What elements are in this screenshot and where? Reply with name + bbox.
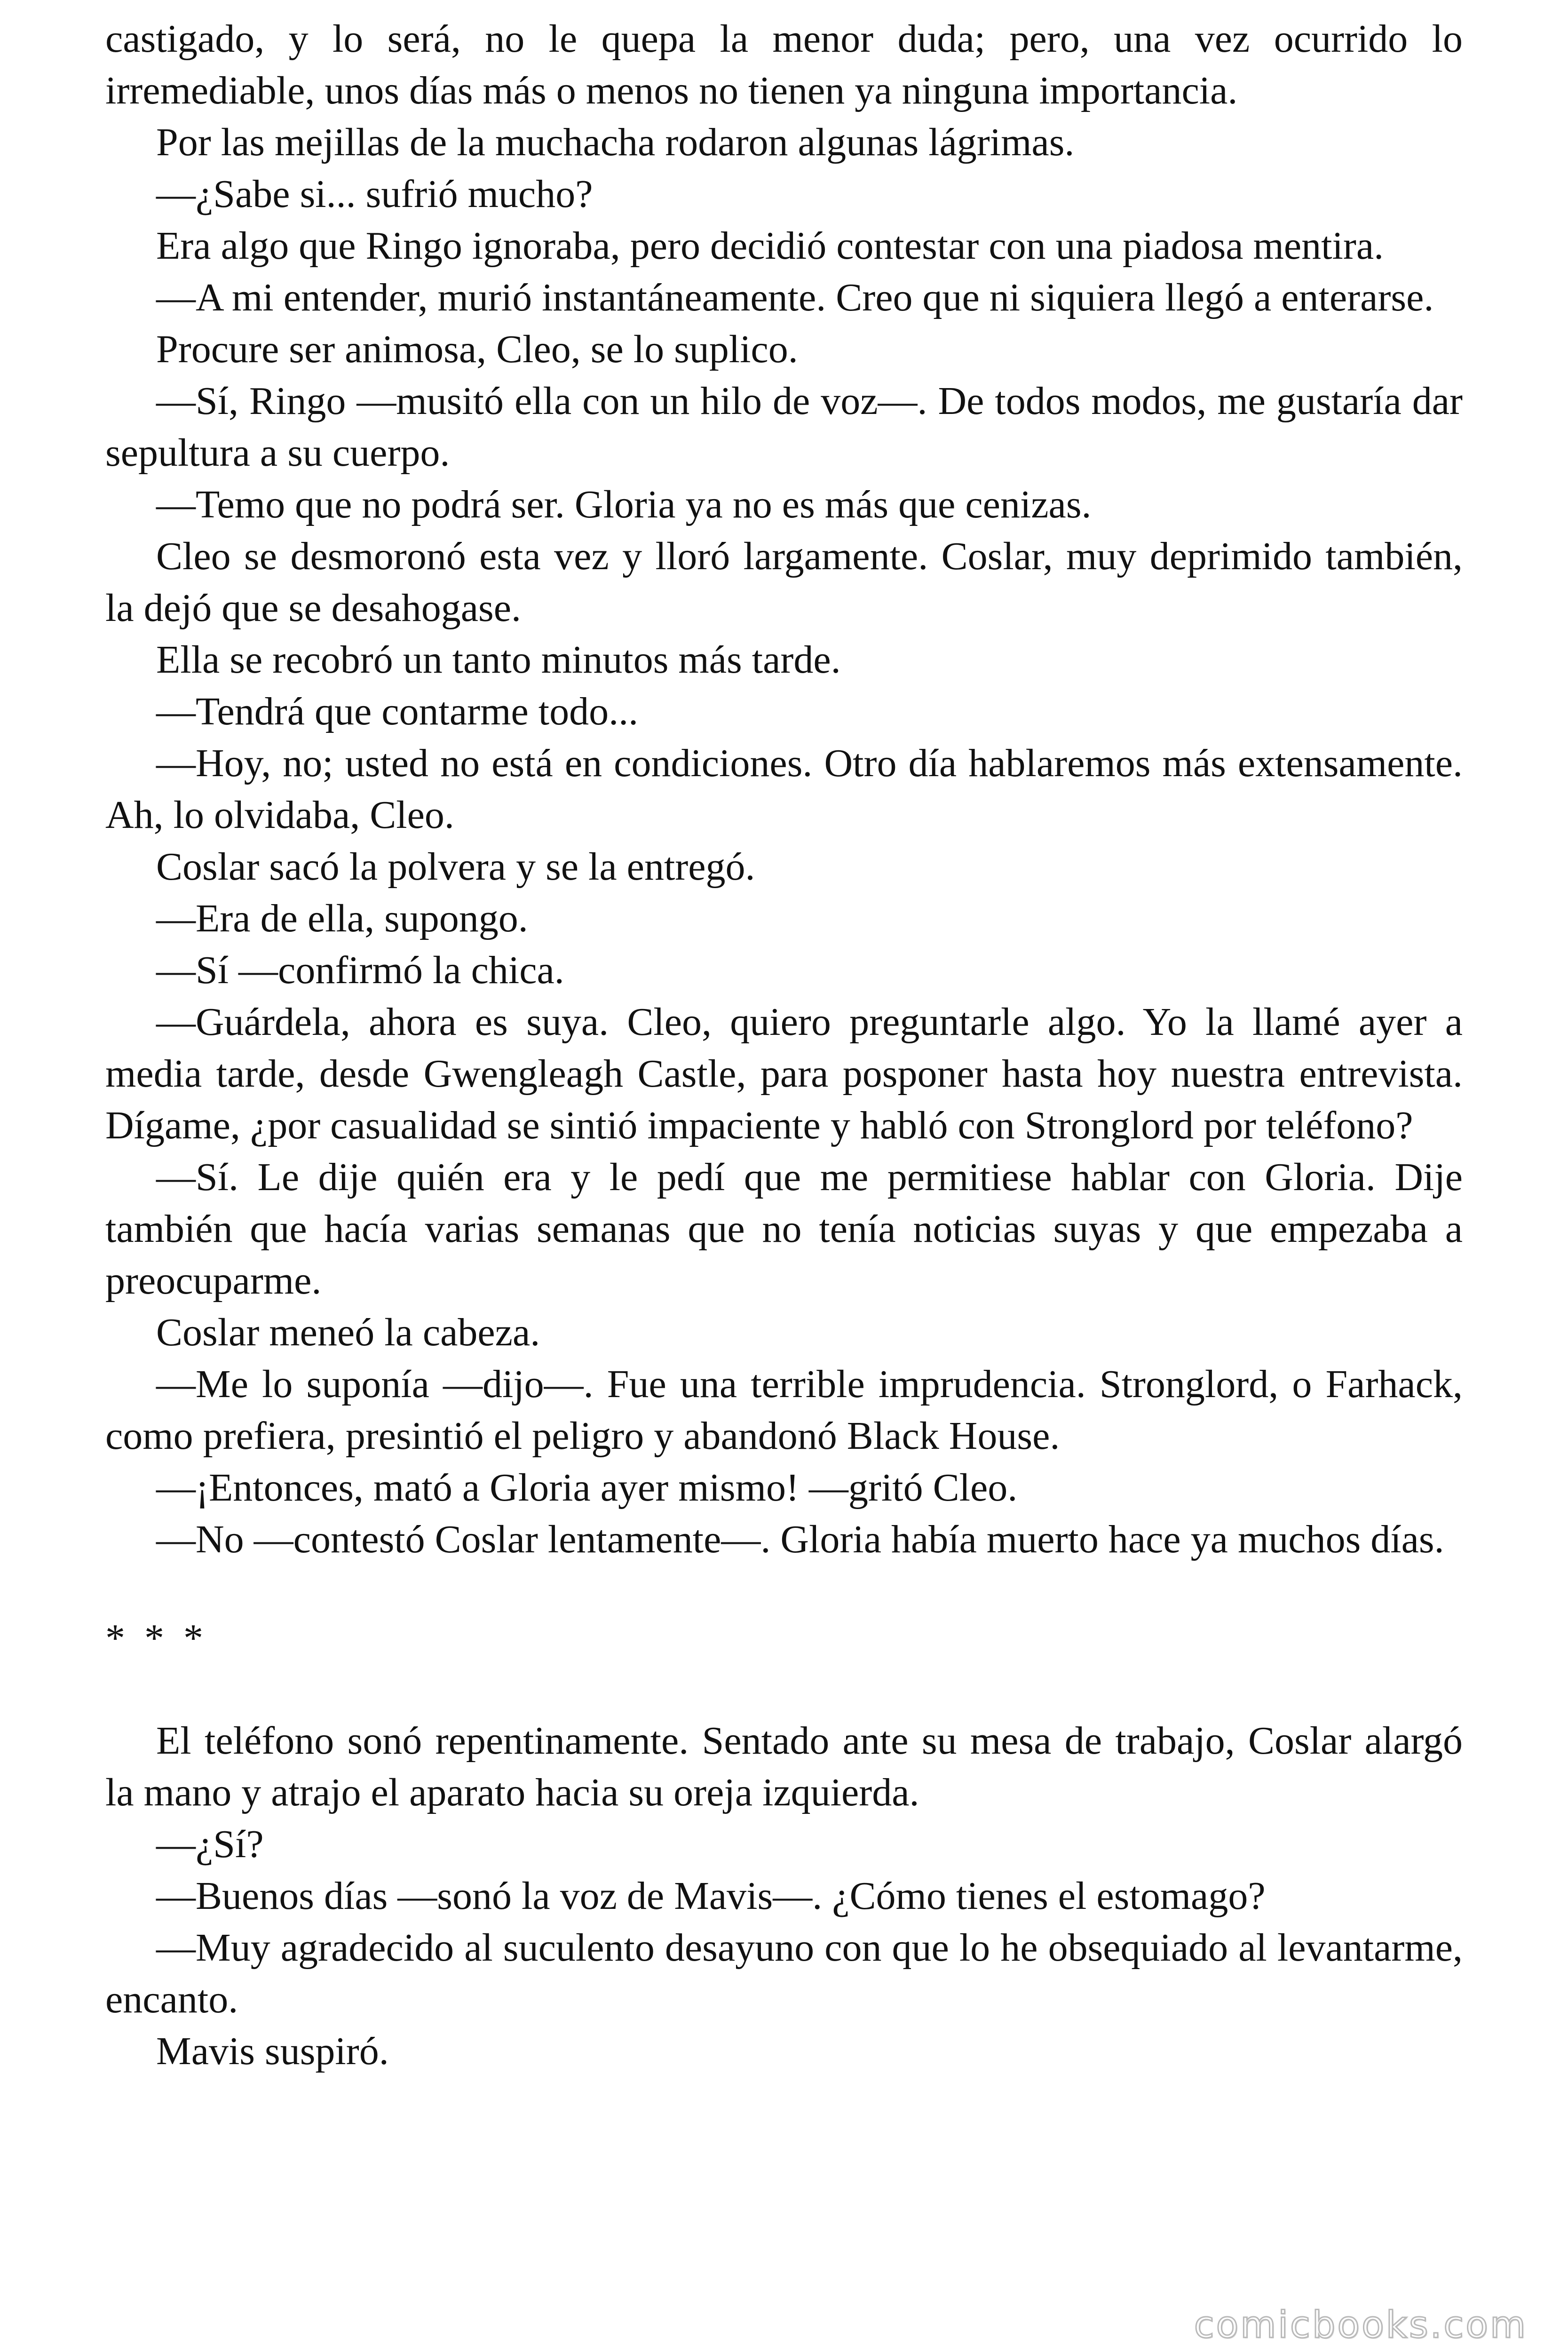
paragraph: —Temo que no podrá ser. Gloria ya no es más que cenizas. [156,483,1092,526]
paragraph: —Sí. Le dije quién era y le pedí que me permitiese hablar con Gloria. Dije también que hacía varias semanas que no tenía noticias suyas y que empezaba a preocuparme. [105,1155,1463,1303]
page-text [105,13,1463,2077]
paragraph: El teléfono sonó repentinamente. Sentado ante su mesa de trabajo, Coslar alargó la mano y atrajo el aparato hacia su oreja izquierda. [105,1719,1463,1814]
text-section-before-break [105,13,1463,1565]
paragraph: Por las mejillas de la muchacha rodaron algunas lágrimas. [156,120,1075,164]
paragraph: —No —contestó Coslar lentamente—. Gloria había muerto hace ya muchos días. [156,1518,1444,1561]
paragraph: —Tendrá que contarme todo... [156,690,639,733]
paragraph: —Muy agradecido al suculento desayuno con que lo he obsequiado al levantarme, encanto. [105,1926,1463,2021]
paragraph: —A mi entender, murió instantáneamente. Creo que ni siquiera llegó a enterarse. [156,276,1434,319]
paragraph: —Me lo suponía —dijo—. Fue una terrible imprudencia. Stronglord, o Farhack, como prefiera, presintió el peligro y abandonó Black House. [105,1362,1463,1458]
scene-break-separator: * * * [105,1616,208,1660]
paragraph: —Sí —confirmó la chica. [156,948,564,992]
paragraph: Era algo que Ringo ignoraba, pero decidió contestar con una piadosa mentira. [156,224,1384,268]
paragraph: Ella se recobró un tanto minutos más tarde. [156,638,841,682]
paragraph: —Hoy, no; usted no está en condiciones. Otro día hablaremos más extensamente. Ah, lo olvidaba, Cleo. [105,741,1463,837]
watermark-logo: comicbooks.com [1194,2304,1528,2346]
paragraph: Cleo se desmoronó esta vez y lloró largamente. Coslar, muy deprimido también, la dejó que se desahogase. [105,534,1463,630]
paragraph: —Guárdela, ahora es suya. Cleo, quiero preguntarle algo. Yo la llamé ayer a media tarde, desde Gwengleagh Castle, para posponer hasta hoy nuestra entrevista. Dígame, ¿por casualidad se sintió impaciente y habló con Stronglord por teléfono? [105,1000,1463,1147]
paragraph: Procure ser animosa, Cleo, se lo suplico. [156,327,798,371]
paragraph: —¡Entonces, mató a Gloria ayer mismo! —gritó Cleo. [156,1466,1018,1510]
paragraph: Coslar sacó la polvera y se la entregó. [156,845,755,889]
paragraph: castigado, y lo será, no le quepa la menor duda; pero, una vez ocurrido lo irremediable, unos días más o menos no tienen ya ninguna importancia. [105,17,1463,112]
paragraph: —Buenos días —sonó la voz de Mavis—. ¿Cómo tienes el estomago? [156,1874,1266,1918]
paragraph: Coslar meneó la cabeza. [156,1311,540,1354]
paragraph: —¿Sí? [156,1822,264,1866]
paragraph: —¿Sabe si... sufrió mucho? [156,172,593,216]
paragraph: —Sí, Ringo —musitó ella con un hilo de voz—. De todos modos, me gustaría dar sepultura a su cuerpo. [105,379,1463,475]
paragraph: Mavis suspiró. [156,2029,389,2073]
paragraph: —Era de ella, supongo. [156,897,528,940]
text-section-after-break [105,1715,1463,2077]
